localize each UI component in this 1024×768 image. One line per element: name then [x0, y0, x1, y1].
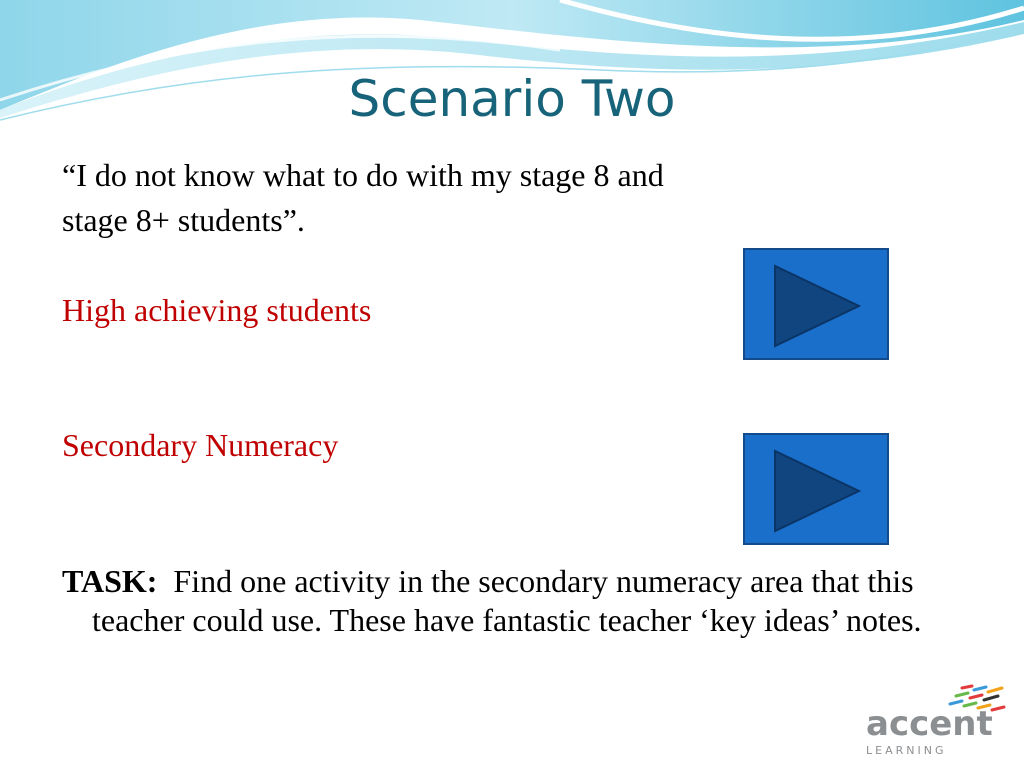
high-achieving-play-button[interactable]	[743, 248, 889, 360]
slide-title: Scenario Two	[348, 70, 676, 128]
secondary-numeracy-link[interactable]: Secondary Numeracy	[62, 427, 339, 463]
task-text: Find one activity in the secondary numeracy area that this teacher could use. These have fantastic teacher ‘key ideas’ notes.	[92, 563, 922, 638]
accent-learning-logo	[862, 684, 1012, 764]
quote-line-2: stage 8+ students”.	[62, 202, 305, 238]
secondary-numeracy-play-button[interactable]	[743, 433, 889, 545]
play-icon	[745, 435, 887, 543]
task-label: TASK:	[62, 563, 158, 599]
play-icon	[745, 250, 887, 358]
task-paragraph	[62, 562, 992, 640]
logo-subtitle: LEARNING	[866, 744, 947, 757]
quote-line-1: “I do not know what to do with my stage 8 and	[62, 157, 664, 193]
high-achieving-students-link[interactable]: High achieving students	[62, 292, 372, 328]
logo-wordmark: accent	[866, 704, 993, 744]
